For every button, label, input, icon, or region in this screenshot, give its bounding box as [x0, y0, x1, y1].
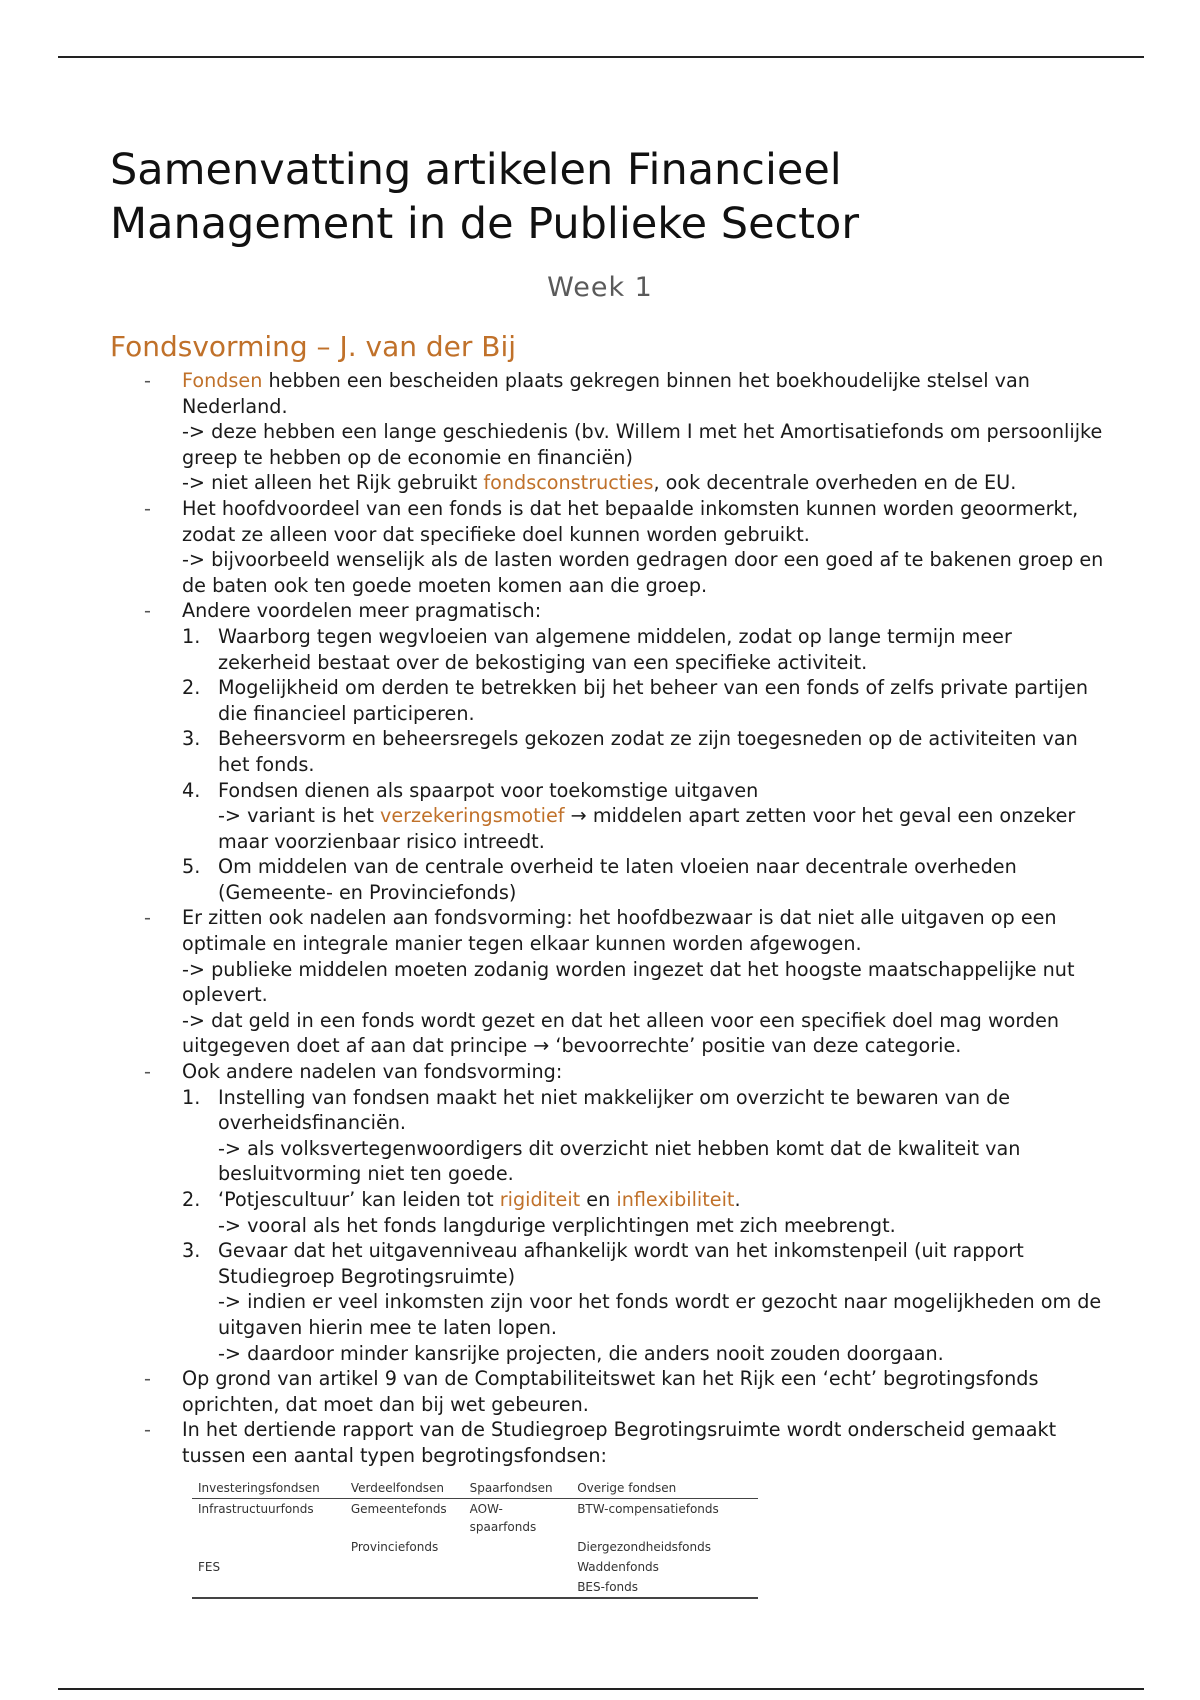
table-cell: AOW-spaarfonds [469, 1501, 537, 1534]
text: en [580, 1188, 617, 1211]
table-row [192, 1577, 758, 1598]
document-title [110, 143, 1110, 251]
table-cell: Provinciefonds [350, 1539, 439, 1554]
column-header: Overige fondsen [571, 1477, 758, 1499]
paragraph: Om middelen van de centrale overheid te laten vloeien naar decentrale overheden (Gemeente- en Provinciefonds) [218, 855, 1017, 904]
highlight-term: Fondsen [182, 369, 263, 392]
bullet-dash: - [144, 599, 151, 623]
bullet-item [110, 1366, 1110, 1417]
item-number: 5. [182, 855, 201, 879]
paragraph [182, 368, 1110, 419]
table-row [192, 1537, 758, 1557]
highlight-term: inflexibiliteit [616, 1188, 735, 1211]
table-header-row [192, 1477, 758, 1499]
table-cell: Diergezondheidsfonds [577, 1539, 711, 1554]
table-cell [345, 1557, 464, 1577]
table-cell: BTW-compensatiefonds [577, 1501, 719, 1516]
paragraph: Beheersvorm en beheersregels gekozen zodat ze zijn toegesneden op de activiteiten van het fonds. [218, 727, 1078, 776]
highlight-term: verzekeringsmotief [380, 804, 565, 828]
paragraph: Gevaar dat het uitgavenniveau afhankelijk wordt van het inkomstenpeil (uit rapport Studiegroep Begrotingsruimte) [218, 1239, 1024, 1288]
column-header: Investeringsfondsen [192, 1477, 345, 1499]
table-cell [192, 1537, 345, 1557]
numbered-item [182, 854, 1110, 905]
table-cell: FES [198, 1559, 221, 1574]
bullet-item [110, 1059, 1110, 1366]
item-number: 4. [182, 778, 201, 802]
text: . [734, 1188, 741, 1211]
paragraph: Ook andere nadelen van fondsvorming: [182, 1060, 563, 1084]
paragraph: Instelling van fondsen maakt het niet makkelijker om overzicht te bewaren van de overheidsfinanciën. [218, 1085, 1011, 1135]
bullet-dash: - [144, 906, 151, 930]
item-number: 3. [182, 1239, 201, 1263]
text: -> niet alleen het Rijk gebruikt [182, 471, 484, 495]
numbered-item [182, 675, 1110, 726]
table-cell [464, 1557, 572, 1577]
item-number: 2. [182, 676, 201, 700]
paragraph [218, 1187, 1110, 1213]
title-line-1: Samenvatting artikelen Financieel [110, 145, 842, 195]
paragraph: -> deze hebben een lange geschiedenis (bv. Willem I met het Amortisatiefonds om persoonlijke greep te hebben op de economie en financiën) [182, 420, 1103, 469]
numbered-item [182, 624, 1110, 675]
table-row [192, 1557, 758, 1577]
paragraph [218, 803, 1110, 854]
item-number: 3. [182, 727, 201, 751]
text: hebben een bescheiden plaats gekregen binnen het boekhoudelijke stelsel van Nederland. [182, 369, 1030, 418]
numbered-item [182, 1238, 1110, 1366]
table-cell [464, 1537, 572, 1557]
column-header: Verdeelfondsen [345, 1477, 464, 1499]
document-body [110, 368, 1110, 1599]
paragraph: Andere voordelen meer pragmatisch: [182, 599, 542, 623]
numbered-item [182, 778, 1110, 855]
item-number: 2. [182, 1188, 201, 1211]
paragraph: -> bijvoorbeeld wenselijk als de lasten worden gedragen door een goed af te bakenen groep en de baten ook ten goede moeten komen aan die groep. [182, 548, 1104, 597]
item-number: 1. [182, 1085, 201, 1109]
table-cell: Infrastructuurfonds [198, 1501, 314, 1516]
bullet-dash: - [144, 1060, 151, 1084]
table-cell: BES-fonds [571, 1577, 758, 1598]
bullet-item [110, 1417, 1110, 1468]
paragraph: Er zitten ook nadelen aan fondsvorming: het hoofdbezwaar is dat niet alle uitgaven op een optimale en integrale manier tegen elkaar kunnen worden afgewogen. [182, 906, 1057, 956]
section-heading: Fondsvorming – J. van der Bij [110, 330, 517, 363]
bottom-rule [58, 1688, 1144, 1690]
bullet-item [110, 496, 1110, 598]
text: → middelen apart zetten voor het geval een onzeker maar voorzienbaar risico intreedt. [218, 804, 1076, 853]
paragraph: In het dertiende rapport van de Studiegroep Begrotingsruimte wordt onderscheid gemaakt tussen een aantal typen begrotingsfondsen: [182, 1418, 1057, 1467]
paragraph: Mogelijkheid om derden te betrekken bij het beheer van een fonds of zelfs private partijen die financieel participeren. [218, 676, 1089, 725]
paragraph [182, 470, 1110, 496]
table-cell [192, 1577, 345, 1598]
table-cell [464, 1577, 572, 1598]
text: , ook decentrale overheden en de EU. [653, 471, 1017, 495]
paragraph: Fondsen dienen als spaarpot voor toekomstige uitgaven [218, 778, 759, 802]
item-number: 1. [182, 624, 201, 648]
bullet-dash: - [144, 1367, 151, 1391]
numbered-item [182, 1187, 1110, 1238]
bullet-dash: - [144, 496, 151, 520]
bullet-item [110, 598, 1110, 905]
paragraph: Het hoofdvoordeel van een fonds is dat het bepaalde inkomsten kunnen worden geoormerkt, zodat ze alleen voor dat specifieke doel kunnen worden gebruikt. [182, 496, 1079, 546]
bullet-dash: - [144, 1418, 151, 1442]
highlight-term: fondsconstructies [483, 471, 654, 495]
table-cell: Gemeentefonds [350, 1501, 447, 1516]
bullet-item [110, 905, 1110, 1059]
paragraph: Waarborg tegen wegvloeien van algemene middelen, zodat op lange termijn meer zekerheid bestaat over de bekostiging van een specifieke activiteit. [218, 624, 1012, 674]
title-line-2: Management in de Publieke Sector [110, 199, 860, 249]
highlight-term: rigiditeit [499, 1188, 581, 1211]
table-row [192, 1498, 758, 1537]
paragraph: -> vooral als het fonds langdurige verplichtingen met zich meebrengt. [218, 1213, 896, 1237]
fund-types-table-wrapper [192, 1477, 758, 1599]
bullet-item [110, 368, 1110, 496]
paragraph: -> als volksvertegenwoordigers dit overzicht niet hebben komt dat de kwaliteit van besluitvorming niet ten goede. [218, 1136, 1021, 1186]
numbered-item [182, 726, 1110, 777]
paragraph: -> indien er veel inkomsten zijn voor het fonds wordt er gezocht naar mogelijkheden om de uitgaven hierin mee te laten lopen. [218, 1290, 1102, 1339]
paragraph: -> dat geld in een fonds wordt gezet en dat het alleen voor een specifiek doel mag worden uitgegeven doet af aan dat principe → ‘bevoorrechte’ positie van deze categorie. [182, 1008, 1060, 1058]
column-header: Spaarfondsen [464, 1477, 572, 1499]
table-cell [345, 1577, 464, 1598]
fund-types-table [192, 1477, 758, 1599]
bullet-dash: - [144, 369, 151, 392]
paragraph: Op grond van artikel 9 van de Comptabiliteitswet kan het Rijk een ‘echt’ begrotingsfonds oprichten, dat moet dan bij wet gebeuren. [182, 1367, 1039, 1416]
paragraph: -> daardoor minder kansrijke projecten, die anders nooit zouden doorgaan. [218, 1341, 944, 1365]
text: ‘Potjescultuur’ kan leiden tot [218, 1188, 500, 1211]
top-rule [58, 56, 1144, 58]
text: -> variant is het [218, 804, 380, 828]
subtitle: Week 1 [547, 272, 653, 303]
paragraph: -> publieke middelen moeten zodanig worden ingezet dat het hoogste maatschappelijke nut oplevert. [182, 957, 1075, 1007]
numbered-item [182, 1085, 1110, 1187]
table-cell: Waddenfonds [577, 1559, 659, 1574]
